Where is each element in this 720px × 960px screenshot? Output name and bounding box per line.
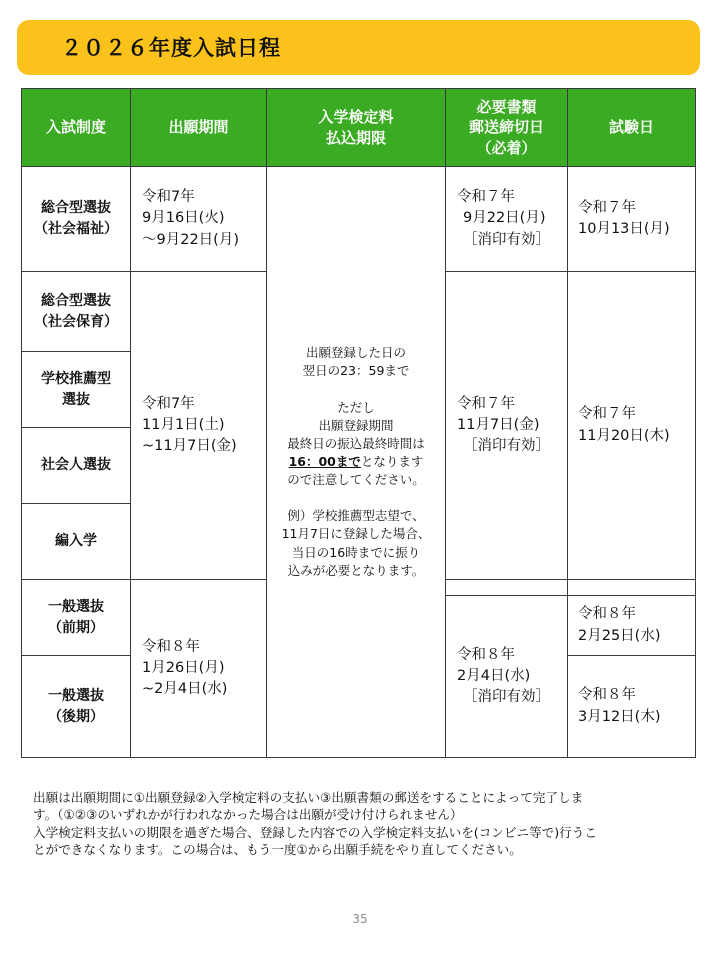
category-school-recommendation: 学校推薦型 選抜 [22, 352, 131, 428]
admission-schedule-table [21, 88, 696, 758]
page-number: 35 [352, 912, 368, 926]
docs-deadline-2: 令和７年 11月7日(金) ［消印有効］ [446, 272, 568, 580]
exam-empty-cell [568, 580, 696, 596]
category-social-childcare: 総合型選抜 （社会保育） [22, 272, 131, 352]
header-docs: 必要書類 郵送締切日 （必着） [446, 89, 568, 167]
header-category: 入試制度 [22, 89, 131, 167]
category-general-first: 一般選抜 （前期） [22, 580, 131, 656]
docs-deadline-3: 令和８年 2月4日(水) ［消印有効］ [446, 596, 568, 758]
category-social-welfare: 総合型選抜 （社会福祉） [22, 167, 131, 272]
period-1: 令和7年 9月16日(火) ～9月22日(月) [131, 167, 267, 272]
note-line: とができなくなります。この場合は、もう一度①から出願手続をやり直してください。 [33, 842, 522, 858]
category-transfer: 編入学 [22, 504, 131, 580]
table-row [22, 167, 696, 272]
fee-deadline-note: 出願登録した日の 翌日の23：59まで ただし 出願登録期間 最終日の振込最終時間は 16：00までとなります ので注意してください。 例）学校推薦型志望で、 11月7日に登録した場合、 当日の16時までに振り 込みが必要となります。 [267, 167, 446, 758]
page-title: ２０２６年度入試日程 [61, 36, 281, 60]
exam-date-2: 令和７年 11月20日(木) [568, 272, 696, 580]
exam-date-4: 令和８年 3月12日(木) [568, 656, 696, 758]
note-line: す。（①②③のいずれかが行われなかった場合は出願が受け付けられません） [33, 807, 463, 823]
header-fee: 入学検定料 払込期限 [267, 89, 446, 167]
fee-deadline-time: 16：00まで [288, 453, 361, 469]
category-working-adult: 社会人選抜 [22, 428, 131, 504]
docs-empty-cell [446, 580, 568, 596]
header-exam: 試験日 [568, 89, 696, 167]
category-general-second: 一般選抜 （後期） [22, 656, 131, 758]
header-row [22, 89, 696, 167]
docs-deadline-1: 令和７年 9月22日(月) ［消印有効］ [446, 167, 568, 272]
period-2: 令和7年 11月1日(土) ~11月7日(金) [131, 272, 267, 580]
note-line: 入学検定料支払いの期限を過ぎた場合、登録した内容での入学検定料支払いを(コンビニ等で)行うこ [33, 824, 597, 840]
note-line: 出願は出願期間に①出願登録②入学検定料の支払い③出願書類の郵送をすることによって完了しま [33, 790, 584, 805]
exam-date-1: 令和７年 10月13日(月) [568, 167, 696, 272]
title-bar [17, 20, 700, 75]
header-period: 出願期間 [131, 89, 267, 167]
exam-date-3: 令和８年 2月25日(水) [568, 596, 696, 656]
application-notes [33, 789, 695, 859]
period-3: 令和８年 1月26日(月) ~2月4日(水) [131, 580, 267, 758]
